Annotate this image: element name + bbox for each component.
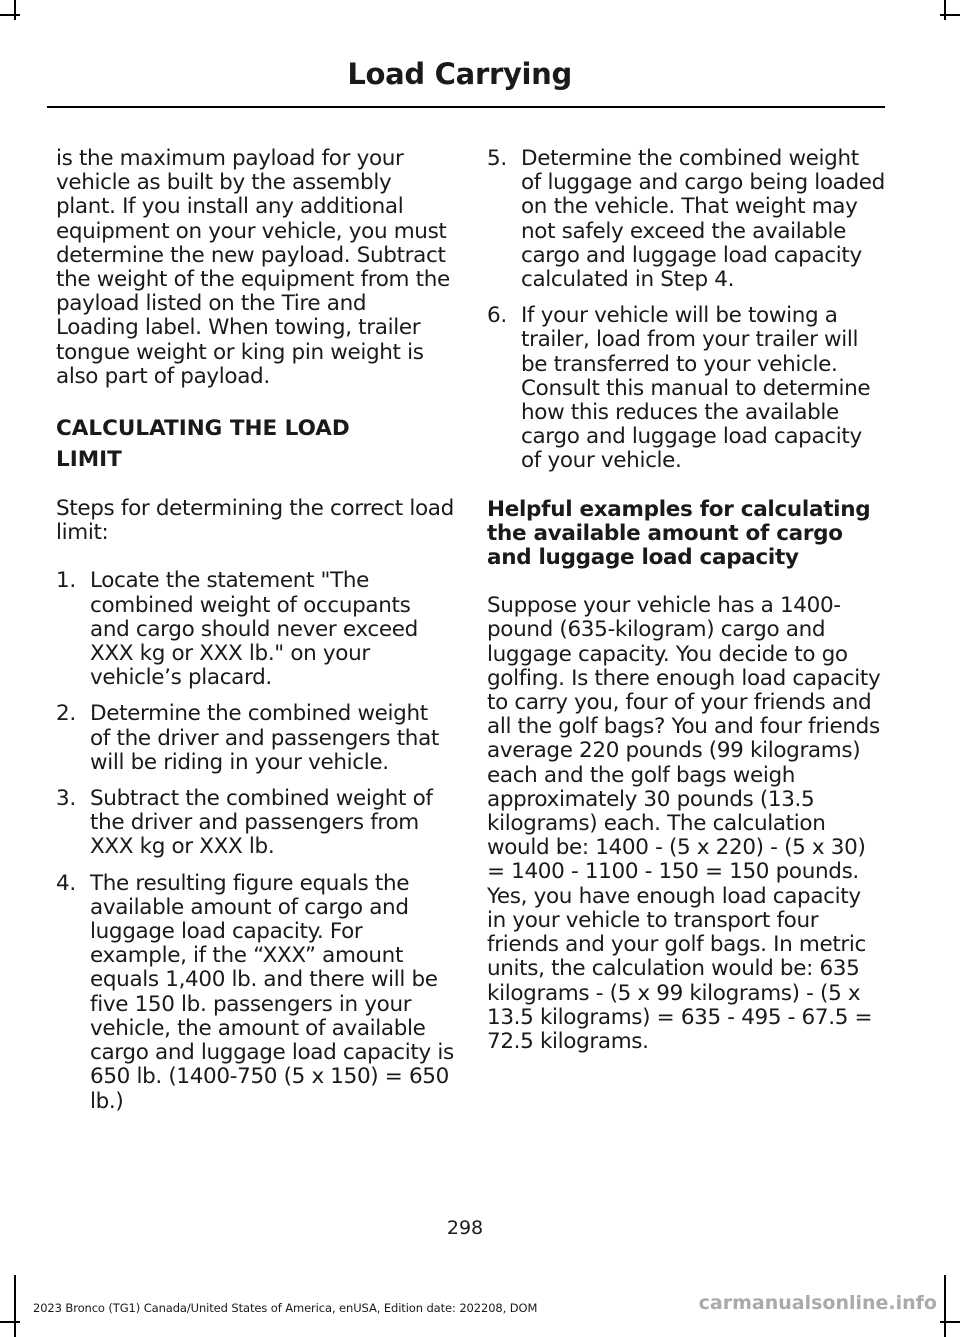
example-paragraph: Suppose your vehicle has a 1400-pound (635-kilogram) cargo and luggage capacity. You decide to go golfing. Is there enough load capacity to carry you, four of your friends and all the golf bags? You and four friends average 220 pounds (99 kilograms) each and the golf bags weigh approximately 30 pounds (13.5 kilograms) each. The calculation would be: 1400 - (5 x 220) - (5 x 30) = 1400 - 1100 - 150 = 150 pounds. Yes, you have enough load capacity in your vehicle to transport four friends and your golf bags. In metric units, the calculation would be: 635 kilograms - (5 x 99 kilograms) - (5 x 13.5 kilograms) = 635 - 495 - 67.5 = 72.5 kilograms. xyxy=(487,593,881,1054)
list-item xyxy=(487,147,885,292)
section-heading-line1: CALCULATING THE LOAD xyxy=(56,416,350,442)
list-item xyxy=(56,569,454,690)
crop-mark xyxy=(940,14,960,16)
step-text: Locate the statement "The combined weight of occupants and cargo should never exceed XXX kg or XXX lb." on your vehicle’s placard. xyxy=(90,568,418,691)
crop-mark xyxy=(944,0,946,20)
page-number: 298 xyxy=(446,1217,484,1239)
crop-mark xyxy=(940,1321,960,1323)
left-column xyxy=(56,147,454,1138)
steps-intro: Steps for determining the correct load limit: xyxy=(56,496,454,546)
sub-heading: Helpful examples for calculating the available amount of cargo and luggage load capacity xyxy=(487,496,871,571)
step-number: 1. xyxy=(56,568,76,594)
header-divider xyxy=(47,106,885,108)
list-item xyxy=(56,702,454,775)
step-text: Subtract the combined weight of the driver and passengers from XXX kg or XXX lb. xyxy=(90,786,433,860)
crop-mark xyxy=(0,1321,20,1323)
footer-text: 2023 Bronco (TG1) Canada/United States of America, enUSA, Edition date: 202208, DOM xyxy=(33,1301,538,1315)
crop-mark xyxy=(0,14,20,16)
list-item xyxy=(487,304,885,473)
step-text: Determine the combined weight of the driver and passengers that will be riding in your vehicle. xyxy=(90,701,439,775)
section-heading xyxy=(56,413,454,475)
step-number: 3. xyxy=(56,786,76,812)
step-number: 4. xyxy=(56,870,76,896)
step-text: The resulting figure equals the available amount of cargo and luggage load capacity. For example, if the “XXX” amount equals 1,400 lb. and there will be five 150 lb. passengers in your vehicle, the amount of available cargo and luggage load capacity is 650 lb. (1400-750 (5 x 150) = 650 lb.) xyxy=(90,870,454,1114)
step-text: If your vehicle will be towing a trailer, load from your trailer will be transferred to your vehicle. Consult this manual to determine how this reduces the available cargo and luggage load capacity of your vehicle. xyxy=(521,303,871,474)
steps-list xyxy=(56,569,454,1113)
watermark: carmanualsonline.info xyxy=(698,1292,937,1314)
crop-mark xyxy=(14,0,16,20)
section-heading-line2: LIMIT xyxy=(56,447,122,473)
step-text: Determine the combined weight of luggage and cargo being loaded on the vehicle. That weight may not safely exceed the available cargo and luggage load capacity calculated in Step 4. xyxy=(521,146,885,293)
page-title: Load Carrying xyxy=(347,57,572,91)
crop-mark xyxy=(944,1275,946,1337)
step-number: 2. xyxy=(56,701,76,727)
crop-mark xyxy=(14,1275,16,1337)
step-number: 5. xyxy=(487,146,507,171)
list-item xyxy=(56,872,454,1114)
intro-paragraph: is the maximum payload for your vehicle as built by the assembly plant. If you install any additional equipment on your vehicle, you must determine the new payload. Subtract the weight of the equipment from the payload listed on the Tire and Loading label. When towing, trailer tongue weight or king pin weight is also part of payload. xyxy=(56,146,450,389)
step-number: 6. xyxy=(487,303,507,329)
right-column xyxy=(487,147,885,1078)
list-item xyxy=(56,787,454,860)
steps-list-continued xyxy=(487,147,885,474)
